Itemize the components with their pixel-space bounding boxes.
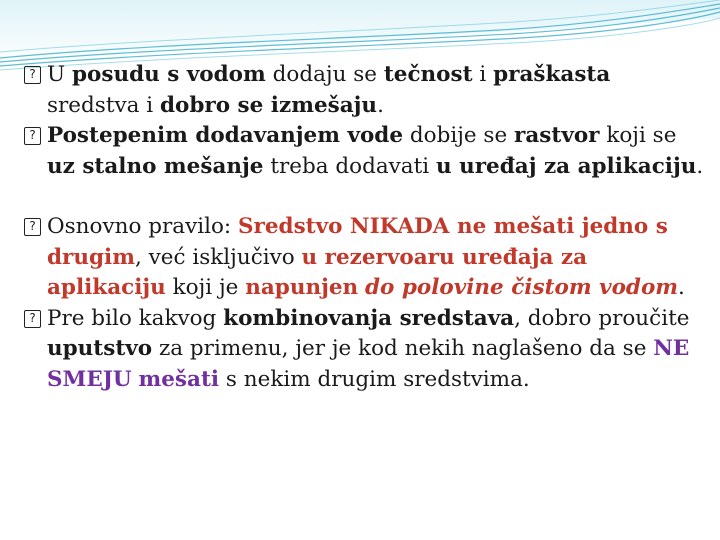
- bullet-text: Postepenim dodavanjem vode dobije se rastvor koji se uz stalno mešanje treba dodavati u uređaj za aplikaciju.: [47, 123, 704, 179]
- slide-content: [24, 60, 704, 395]
- spacer: [24, 182, 704, 212]
- bullet-text: Pre bilo kakvog kombinovanja sredstava, dobro proučite uputstvo za primenu, jer je kod nekih naglašeno da se NE SMEJU mešati s nekim drugim sredstvima.: [47, 305, 690, 392]
- bullet-marker-icon: ?: [24, 66, 41, 84]
- bullet-marker-icon: ?: [24, 218, 41, 236]
- bullet-item: [24, 60, 704, 121]
- bullet-text: U posudu s vodom dodaju se tečnost i praškasta sredstva i dobro se izmešaju.: [47, 62, 611, 118]
- bullet-item: [24, 212, 704, 304]
- bullet-item: [24, 304, 704, 396]
- bullet-marker-icon: ?: [24, 310, 41, 328]
- bullet-marker-icon: ?: [24, 127, 41, 145]
- bullet-item: [24, 121, 704, 182]
- bullet-text: Osnovno pravilo: Sredstvo NIKADA ne mešati jedno s drugim, već isključivo u rezervoaru uređaja za aplikaciju koji je napunjen do polovine čistom vodom.: [47, 214, 685, 300]
